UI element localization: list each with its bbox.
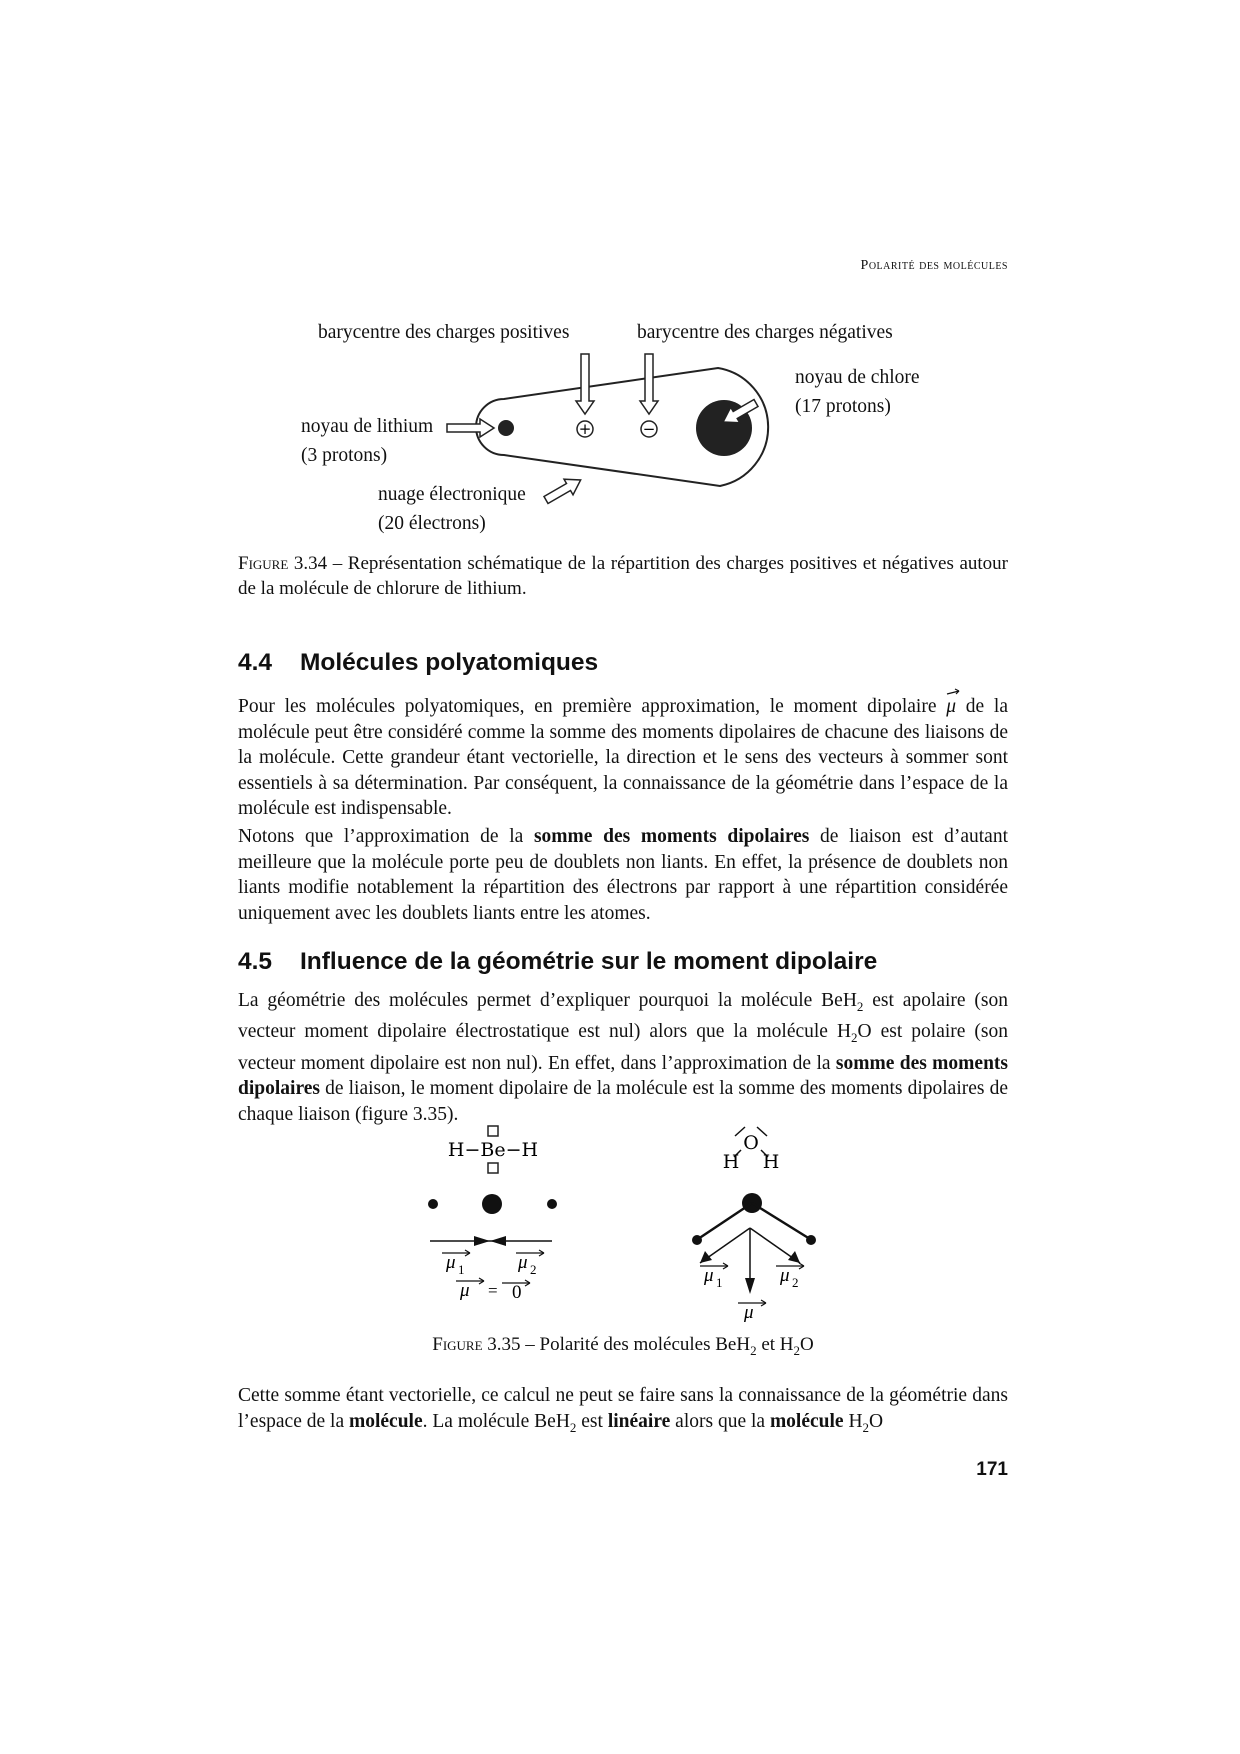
h2o-h-left: H xyxy=(722,1151,740,1173)
section-4-4-paragraph-2: Notons que l’approximation de la somme des moments dipolaires de liaison est d’autant meilleure que la molécule porte peu de doublets non liants. En effet, la présence de doublets non liants modifie notablement la répartition des électrons par rapport à une répartition considérée uniquement avec les doublets liants entre les atomes. xyxy=(238,826,1008,924)
beh2-mu1-label: μ xyxy=(446,1252,456,1273)
mu-vector-symbol: μ xyxy=(946,694,956,720)
label-lithium-protons: (3 protons) xyxy=(301,445,388,466)
beh2-equals: = xyxy=(488,1281,498,1300)
empty-orbital-top xyxy=(488,1126,498,1136)
h2o-mu1-sub: 1 xyxy=(716,1275,723,1290)
label-lithium-nucleus: noyau de lithium xyxy=(301,416,434,437)
beh2-h-right xyxy=(547,1199,557,1209)
beh2-be xyxy=(482,1194,502,1214)
label-positive-barycentre: barycentre des charges positives xyxy=(318,322,570,343)
figure-3-35-caption: Figure 3.35 – Polarité des molécules BeH$_2$ et $H_2O$ xyxy=(432,1334,814,1358)
h2o-h-right-atom xyxy=(806,1235,816,1245)
beh2-mu2-label: μ xyxy=(518,1252,528,1273)
caption-text: – Représentation schématique de la répartition des charges positives et négatives autour de la molécule de chlorure de lithium. xyxy=(238,553,1008,599)
beh2-mu2-arrowhead xyxy=(490,1236,506,1246)
beh2-mu-total-label: μ xyxy=(460,1280,470,1301)
section-4-4-paragraph-1: Pour les molécules polyatomiques, en première approximation, le moment dipolaire μ de la molécule peut être considéré comme la somme des moments dipolaires de chacune des liaisons de la molécule. Cette grandeur étant vectorielle, la direction et le sens des vecteurs à sommer sont essentiels à sa détermination. Par conséquent, la connaissance de la géométrie dans l’espace de la molécule est indispensable. xyxy=(238,694,1008,822)
section-number: 4.4 xyxy=(238,649,273,676)
h2o-mu2-arrowhead xyxy=(788,1251,800,1263)
label-negative-barycentre: barycentre des charges négatives xyxy=(637,322,893,343)
empty-orbital-bottom xyxy=(488,1163,498,1173)
page-number: 171 xyxy=(976,1459,1008,1480)
beh2-mu1-arrowhead xyxy=(474,1236,490,1246)
label-chlorine-nucleus: noyau de chlore xyxy=(795,367,920,388)
label-chlorine-protons: (17 protons) xyxy=(795,396,891,417)
h2o-mu-total-arrowhead xyxy=(745,1278,755,1294)
beh2-mu1-sub: 1 xyxy=(458,1262,465,1277)
beh2-zero-vector: 0 xyxy=(512,1282,522,1303)
h2o-mu2-sub: 2 xyxy=(792,1275,799,1290)
beh2-formula: H−Be−H xyxy=(447,1139,539,1161)
section-title: Molécules polyatomiques xyxy=(300,649,599,676)
section-4-5-paragraph-1: La géométrie des molécules permet d’expliquer pourquoi la molécule BeH$_2$ est apolaire (son vecteur moment dipolaire électrostatique est nul) alors que la molécule $H_2O$ est polaire (son vecteur moment dipolaire est non nul). En effet, dans l’approximation de la somme des moments dipolaires de liaison, le moment dipolaire de la molécule est la somme des moments dipolaires de chaque liaison (figure 3.35). xyxy=(238,990,1009,1125)
plus-sign: + xyxy=(578,420,592,438)
section-number: 4.5 xyxy=(238,948,273,975)
caption-label: Figure 3.34 xyxy=(238,553,328,574)
h2o-h-right: H xyxy=(762,1151,780,1173)
running-header: Polarité des molécules xyxy=(860,258,1008,273)
h2o-mu1-arrowhead xyxy=(700,1251,712,1263)
h2o-mu-total-label: μ xyxy=(744,1302,754,1323)
h2o-mu1-label: μ xyxy=(704,1265,714,1286)
beh2-h-left xyxy=(428,1199,438,1209)
minus-sign: − xyxy=(642,420,656,438)
label-electron-count: (20 électrons) xyxy=(378,513,486,534)
closing-paragraph: Cette somme étant vectorielle, ce calcul ne peut se faire sans la connaissance de la géométrie dans l’espace de la molécule. La molécule BeH$_2$ est linéaire alors que la molécule $H_2O$ xyxy=(238,1385,1008,1435)
label-electron-cloud: nuage électronique xyxy=(378,484,526,505)
h2o-o: O xyxy=(743,1132,759,1154)
h2o-mu2-label: μ xyxy=(780,1265,790,1286)
section-title: Influence de la géométrie sur le moment dipolaire xyxy=(300,948,878,975)
beh2-mu2-sub: 2 xyxy=(530,1262,537,1277)
h2o-h-left-atom xyxy=(692,1235,702,1245)
